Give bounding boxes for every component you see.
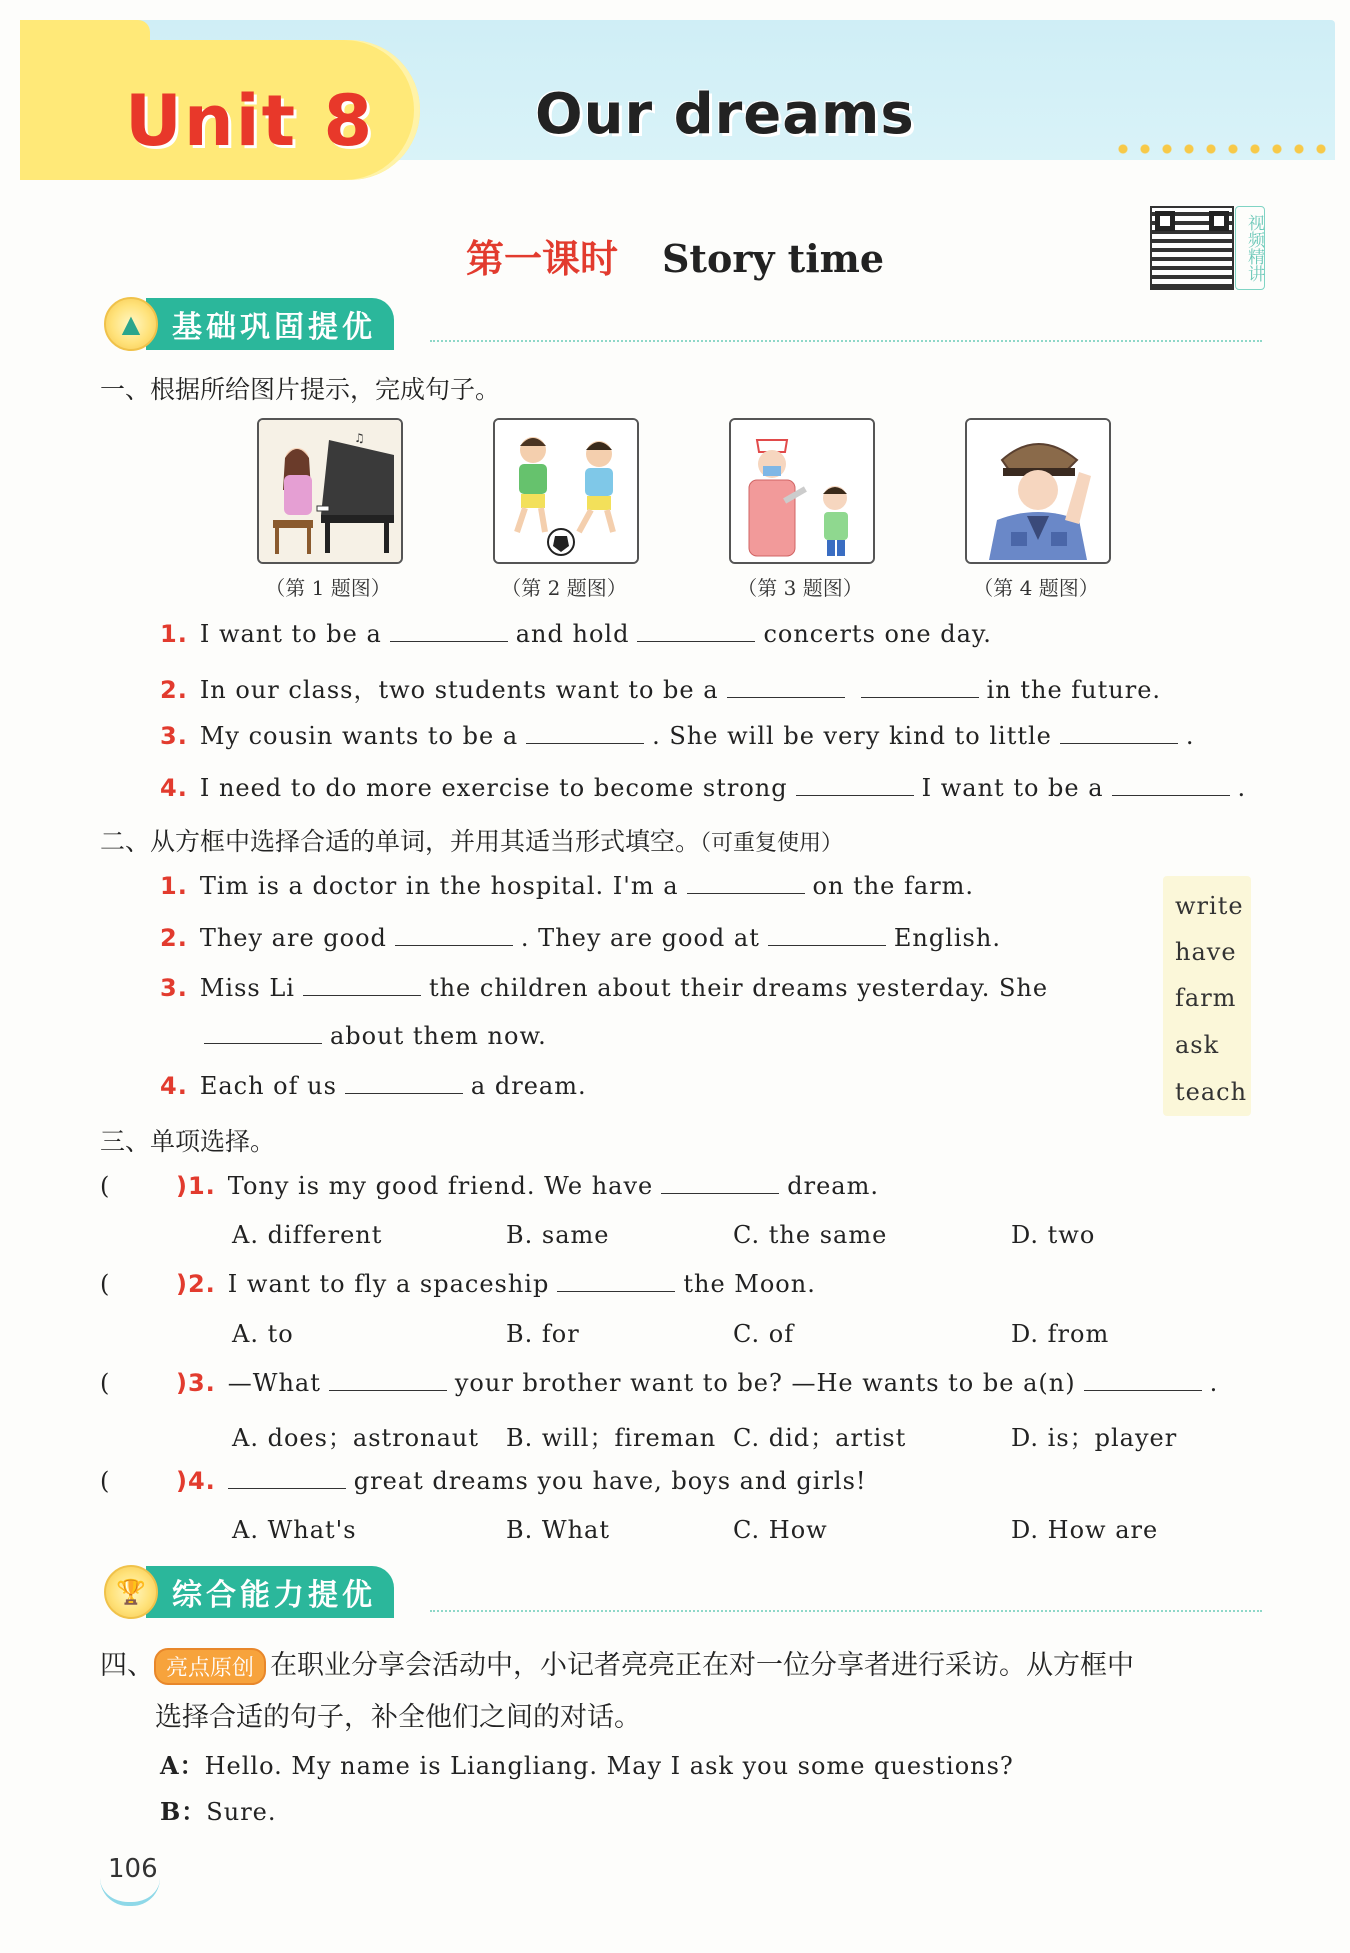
q1-item-4 bbox=[160, 774, 1246, 802]
q4-heading-line-1: 在职业分享会活动中，小记者亮亮正在对一位分享者进行采访。从方框中 bbox=[270, 1650, 1135, 1681]
item-number: 3. bbox=[160, 974, 188, 1002]
option-b[interactable]: B. What bbox=[506, 1516, 610, 1544]
dialog-line bbox=[160, 1792, 277, 1827]
item-number: )1. bbox=[176, 1172, 216, 1200]
lesson-title-en: Story time bbox=[661, 236, 885, 281]
answer-blank[interactable] bbox=[727, 677, 845, 698]
option-a[interactable]: A. different bbox=[232, 1221, 383, 1249]
answer-blank[interactable] bbox=[687, 873, 805, 894]
picture-policeman bbox=[965, 418, 1111, 564]
answer-blank[interactable] bbox=[204, 1023, 322, 1044]
item-text: —What bbox=[227, 1369, 321, 1397]
q2-item-2 bbox=[160, 924, 1001, 952]
picture-pianist bbox=[257, 418, 403, 564]
section-basic-label: 基础巩固提优 bbox=[146, 298, 394, 350]
q2-heading bbox=[100, 822, 843, 858]
dialog-speaker: B： bbox=[160, 1797, 207, 1826]
option-c[interactable]: C. did；artist bbox=[733, 1424, 907, 1452]
item-text: Tim is a doctor in the hospital. I'm a bbox=[199, 872, 679, 900]
answer-paren[interactable]: ( bbox=[100, 1369, 110, 1397]
item-text: I want to fly a spaceship bbox=[227, 1270, 550, 1298]
word-box-item: farm bbox=[1175, 984, 1237, 1012]
item-text: Miss Li bbox=[199, 974, 295, 1002]
q2-item-3 bbox=[160, 974, 1048, 1002]
item-text: . bbox=[1209, 1369, 1219, 1397]
answer-blank[interactable] bbox=[390, 621, 508, 642]
section-divider bbox=[430, 340, 1262, 342]
item-text: . bbox=[1185, 722, 1195, 750]
answer-blank[interactable] bbox=[395, 925, 513, 946]
word-box-item: ask bbox=[1175, 1031, 1220, 1059]
picture-caption: （第 3 题图） bbox=[737, 576, 863, 600]
item-text: in the future. bbox=[986, 676, 1162, 704]
item-text: your brother want to be? —He wants to be a(n) bbox=[454, 1369, 1076, 1397]
word-box-item: have bbox=[1175, 938, 1237, 966]
option-d[interactable]: D. is；player bbox=[1011, 1424, 1178, 1452]
option-a[interactable]: A. to bbox=[232, 1320, 294, 1348]
answer-blank[interactable] bbox=[1060, 723, 1178, 744]
item-number: )3. bbox=[176, 1369, 216, 1397]
item-text: Tony is my good friend. We have bbox=[227, 1172, 654, 1200]
q2-item-3-cont bbox=[204, 1022, 547, 1050]
option-c[interactable]: C. of bbox=[733, 1320, 795, 1348]
q3-item-1 bbox=[176, 1172, 879, 1200]
q3-heading: 三、单项选择。 bbox=[100, 1127, 276, 1156]
page-number-decoration bbox=[100, 1878, 160, 1906]
q3-item-3 bbox=[176, 1369, 1218, 1397]
answer-blank[interactable] bbox=[345, 1073, 463, 1094]
q2-heading-note: （可重复使用） bbox=[700, 831, 844, 856]
item-text: In our class，two students want to be a bbox=[199, 676, 719, 704]
item-text: about them now. bbox=[330, 1022, 547, 1050]
item-text: My cousin wants to be a bbox=[199, 722, 519, 750]
answer-blank[interactable] bbox=[861, 677, 979, 698]
q2-item-4 bbox=[160, 1072, 587, 1100]
item-number: 2. bbox=[160, 676, 188, 704]
picture-caption: （第 2 题图） bbox=[501, 576, 627, 600]
item-text: great dreams you have, boys and girls! bbox=[353, 1467, 867, 1495]
item-text: the Moon. bbox=[683, 1270, 816, 1298]
item-text: the children about their dreams yesterday. She bbox=[428, 974, 1049, 1002]
dialog-text: Hello. My name is Liangliang. May I ask you some questions? bbox=[204, 1752, 1014, 1780]
item-number: 1. bbox=[160, 620, 188, 648]
option-a[interactable]: A. does；astronaut bbox=[232, 1424, 479, 1452]
section-ability-label: 综合能力提优 bbox=[146, 1566, 394, 1618]
decorative-dots bbox=[1112, 142, 1327, 156]
item-text: I want to be a bbox=[199, 620, 382, 648]
q1-heading: 一、根据所给图片提示，完成句子。 bbox=[100, 375, 501, 404]
original-tag: 亮点原创 bbox=[154, 1648, 266, 1685]
item-text: Each of us bbox=[199, 1072, 337, 1100]
item-text: I want to be a bbox=[921, 774, 1104, 802]
option-d[interactable]: D. two bbox=[1011, 1221, 1096, 1249]
dialog-line bbox=[160, 1746, 1014, 1781]
word-box-item: teach bbox=[1175, 1078, 1248, 1106]
answer-blank[interactable] bbox=[329, 1370, 447, 1391]
item-text: . She will be very kind to little bbox=[652, 722, 1052, 750]
answer-blank[interactable] bbox=[303, 975, 421, 996]
item-number: 2. bbox=[160, 924, 188, 952]
q3-item-4 bbox=[176, 1467, 867, 1495]
item-text: They are good bbox=[199, 924, 387, 952]
lesson-title bbox=[0, 228, 1350, 283]
cube-icon: ▲ bbox=[104, 297, 158, 351]
q3-item-2 bbox=[176, 1270, 816, 1298]
picture-football-players bbox=[493, 418, 639, 564]
item-text: a dream. bbox=[470, 1072, 587, 1100]
item-text: I need to do more exercise to become strong bbox=[199, 774, 788, 802]
trophy-icon: 🏆 bbox=[104, 1565, 158, 1619]
option-d[interactable]: D. How are bbox=[1011, 1516, 1159, 1544]
answer-paren[interactable]: ( bbox=[100, 1172, 110, 1200]
item-text: on the farm. bbox=[812, 872, 975, 900]
option-b[interactable]: B. will；fireman bbox=[506, 1424, 717, 1452]
section-divider bbox=[430, 1610, 1262, 1612]
answer-blank[interactable] bbox=[661, 1173, 779, 1194]
answer-paren[interactable]: ( bbox=[100, 1467, 110, 1495]
q4-heading bbox=[100, 1643, 1134, 1685]
q1-item-3 bbox=[160, 722, 1195, 750]
picture-caption: （第 1 题图） bbox=[265, 576, 391, 600]
answer-blank[interactable] bbox=[557, 1271, 675, 1292]
answer-blank[interactable] bbox=[526, 723, 644, 744]
item-text: . bbox=[1237, 774, 1247, 802]
q1-item-2 bbox=[160, 670, 1161, 705]
section-ability bbox=[104, 1568, 394, 1616]
q2-item-1 bbox=[160, 872, 974, 900]
word-box-item: write bbox=[1175, 892, 1244, 920]
item-number: 4. bbox=[160, 774, 188, 802]
item-text: dream. bbox=[787, 1172, 879, 1200]
item-text: English. bbox=[893, 924, 1001, 952]
option-d[interactable]: D. from bbox=[1011, 1320, 1110, 1348]
answer-blank[interactable] bbox=[796, 775, 914, 796]
item-number: 1. bbox=[160, 872, 188, 900]
item-number: )4. bbox=[176, 1467, 216, 1495]
qr-code-icon[interactable] bbox=[1150, 206, 1234, 290]
option-b[interactable]: B. for bbox=[506, 1320, 580, 1348]
item-text: concerts one day. bbox=[763, 620, 992, 648]
picture-nurse bbox=[729, 418, 875, 564]
option-a[interactable]: A. What's bbox=[232, 1516, 357, 1544]
unit-title: Unit 8 bbox=[125, 80, 375, 162]
svg-text:♫: ♫ bbox=[354, 431, 365, 445]
page-number: 106 bbox=[108, 1854, 158, 1884]
q1-item-1 bbox=[160, 620, 992, 648]
answer-blank[interactable] bbox=[1084, 1370, 1202, 1391]
item-number: )2. bbox=[176, 1270, 216, 1298]
picture-caption: （第 4 题图） bbox=[973, 576, 1099, 600]
dialog-text: Sure. bbox=[206, 1798, 277, 1826]
answer-blank[interactable] bbox=[768, 925, 886, 946]
qr-label: 视频精讲 bbox=[1235, 206, 1265, 290]
answer-blank[interactable] bbox=[228, 1468, 346, 1489]
q2-heading-text: 二、从方框中选择合适的单词，并用其适当形式填空。 bbox=[100, 827, 701, 856]
answer-paren[interactable]: ( bbox=[100, 1270, 110, 1298]
item-number: 3. bbox=[160, 722, 188, 750]
item-number: 4. bbox=[160, 1072, 188, 1100]
item-text: . They are good at bbox=[520, 924, 760, 952]
q4-heading-line-2: 选择合适的句子，补全他们之间的对话。 bbox=[155, 1702, 641, 1733]
section-basic bbox=[104, 300, 394, 348]
q4-heading-number: 四、 bbox=[100, 1650, 154, 1681]
answer-blank[interactable] bbox=[637, 621, 755, 642]
option-b[interactable]: B. same bbox=[506, 1221, 610, 1249]
answer-blank[interactable] bbox=[1112, 775, 1230, 796]
lesson-title-cn: 第一课时 bbox=[465, 236, 618, 281]
option-c[interactable]: C. How bbox=[733, 1516, 828, 1544]
dialog-speaker: A： bbox=[160, 1751, 205, 1780]
unit-name: Our dreams bbox=[535, 82, 915, 147]
item-text: and hold bbox=[515, 620, 630, 648]
option-c[interactable]: C. the same bbox=[733, 1221, 888, 1249]
